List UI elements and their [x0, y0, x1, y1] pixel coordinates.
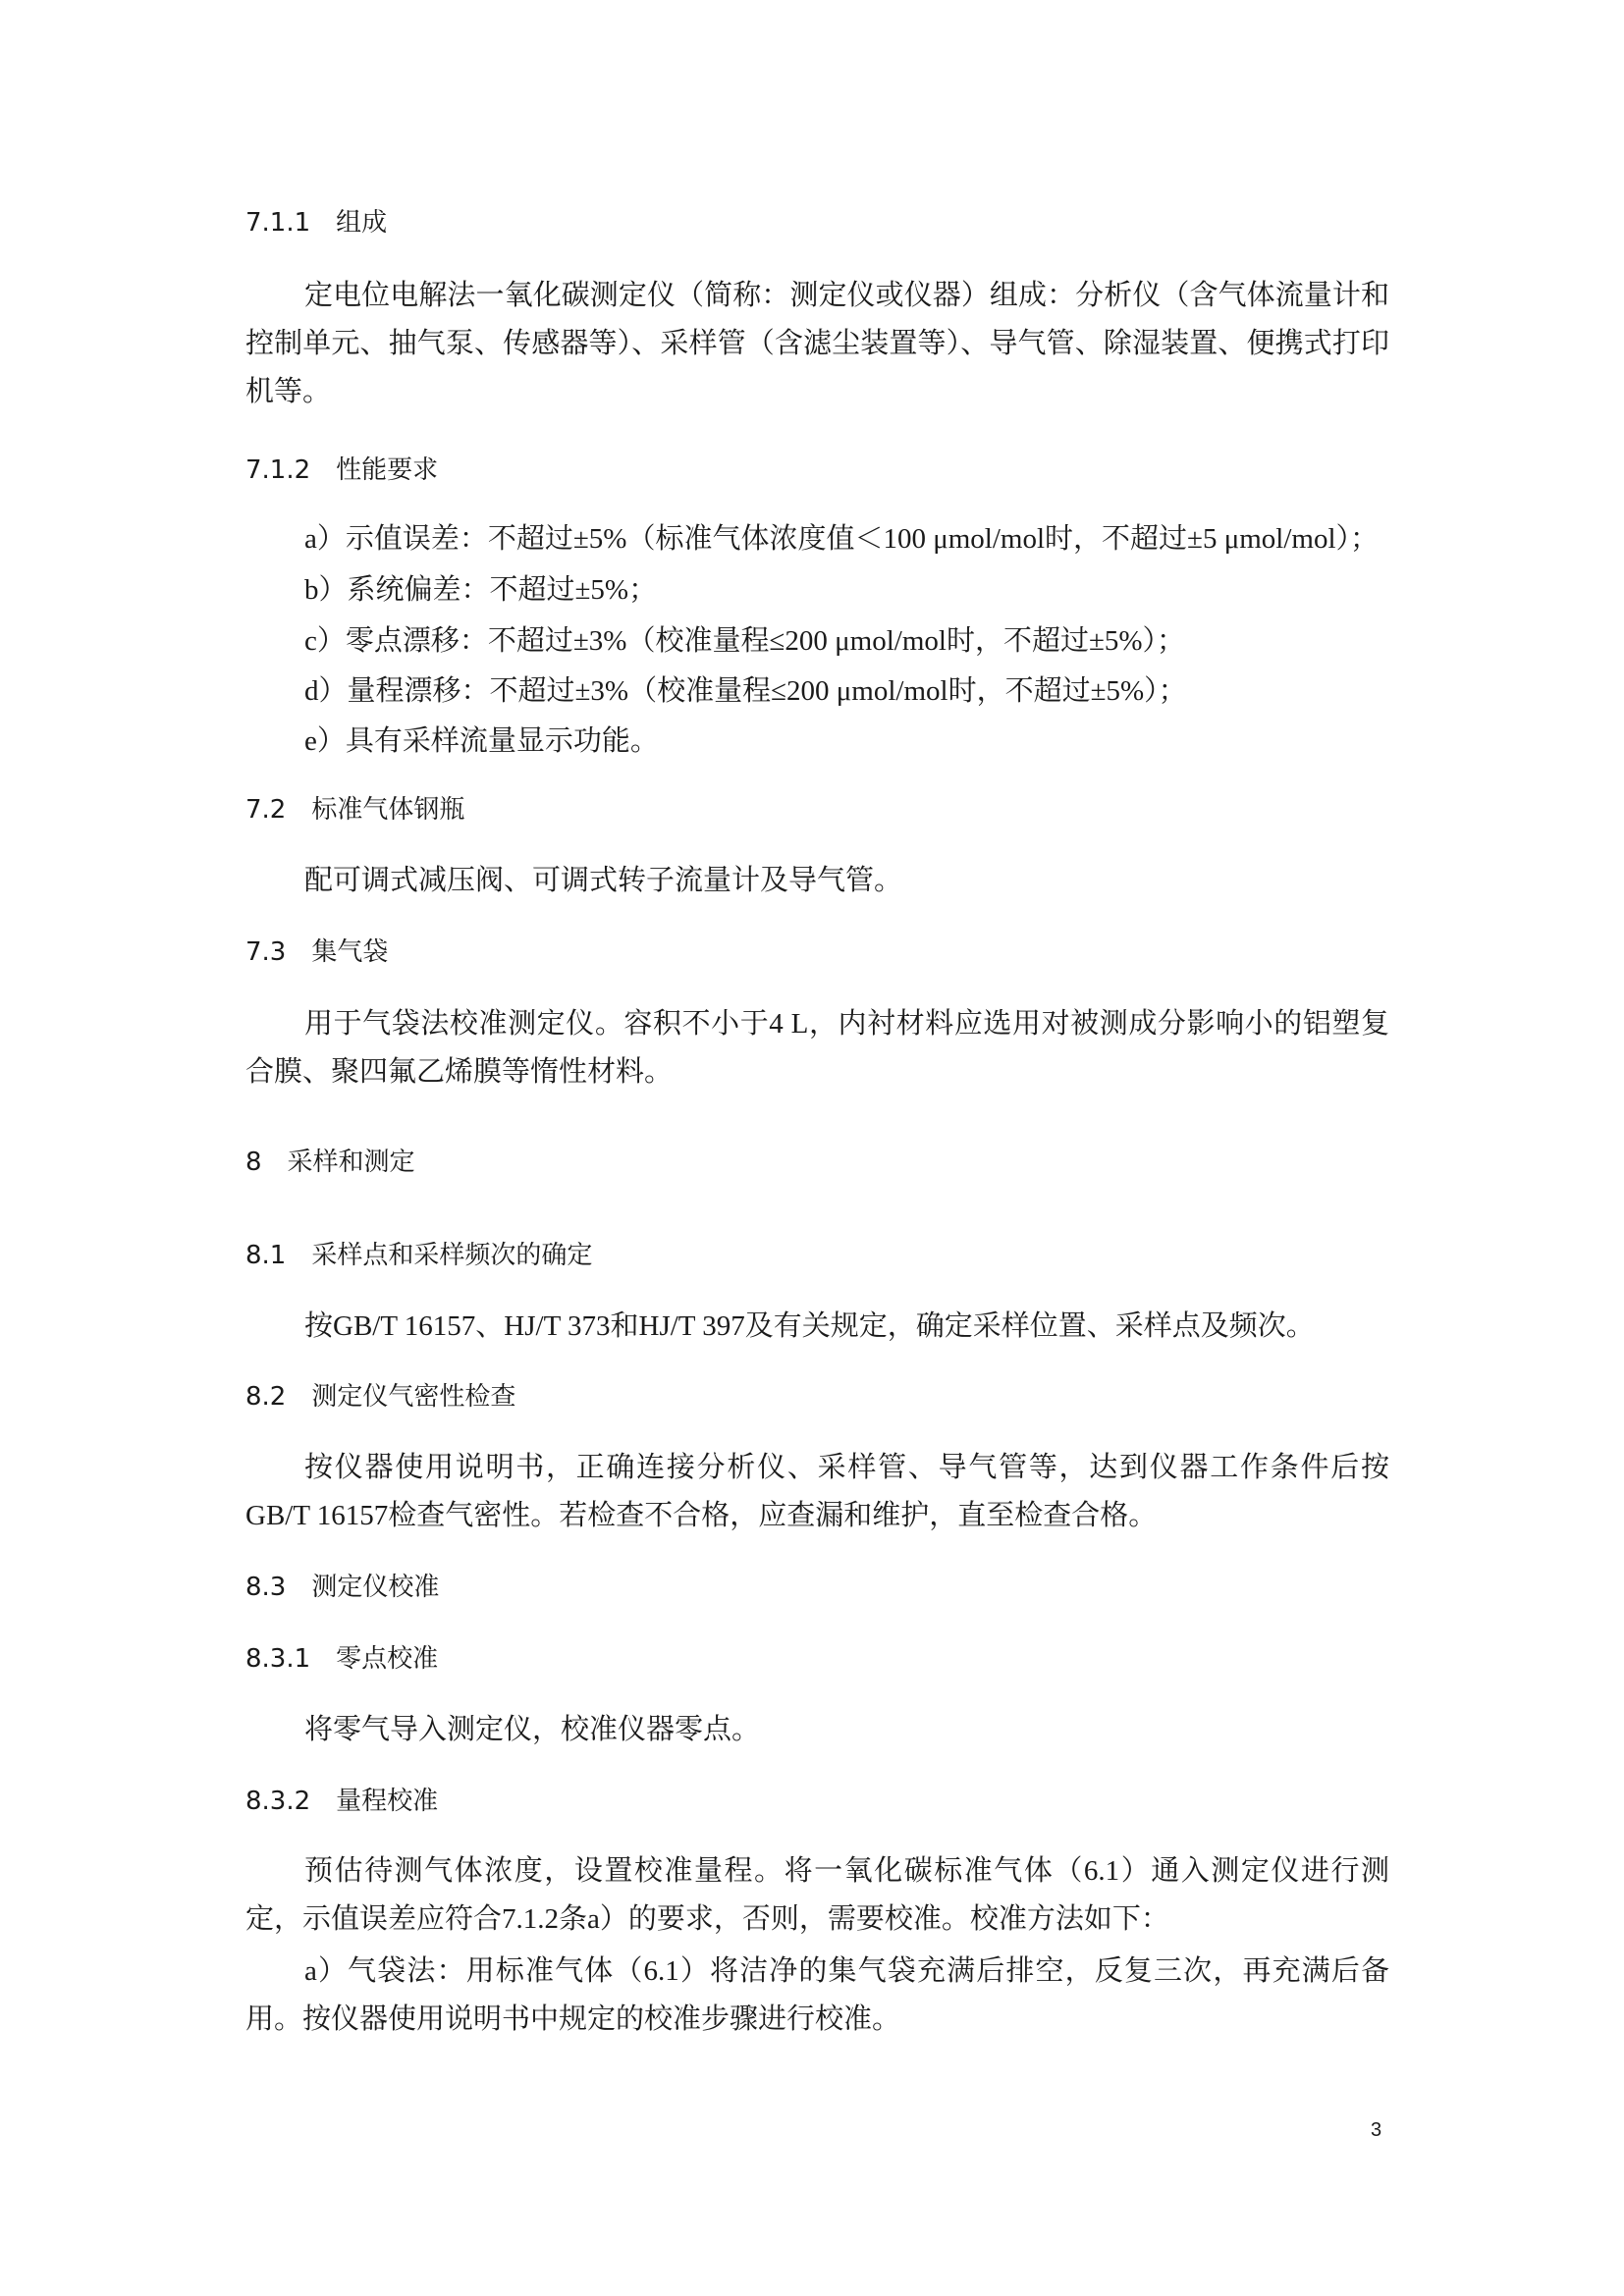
- paragraph-gas-bag-method: a）气袋法：用标准气体（6.1）将洁净的集气袋充满后排空，反复三次，再充满后备用。按仪器使用说明书中规定的校准步骤进行校准。: [245, 1955, 1389, 2035]
- section-title: 测定仪气密性检查: [311, 1382, 516, 1412]
- list-item-e: e）具有采样流量显示功能。: [304, 725, 659, 757]
- section-number: 7.1.1: [245, 208, 311, 238]
- paragraph-gas-cylinder: 配可调式减压阀、可调式转子流量计及导气管。: [304, 865, 903, 896]
- section-title: 测定仪校准: [311, 1573, 440, 1602]
- section-title: 标准气体钢瓶: [311, 795, 465, 825]
- section-number: 8.3.2: [245, 1787, 311, 1816]
- paragraph-zero-calibration: 将零气导入测定仪，校准仪器零点。: [304, 1714, 761, 1745]
- section-heading-8-3-2: [245, 1785, 438, 1818]
- section-title: 性能要求: [336, 455, 439, 485]
- section-number: 8.3: [245, 1573, 287, 1602]
- section-number: 7.1.2: [245, 455, 311, 485]
- section-heading-8: [245, 1146, 415, 1179]
- list-item-a: a）示值误差：不超过±5%（标准气体浓度值＜100 μmol/mol时，不超过±5 μmol/mol）；: [304, 523, 1380, 555]
- section-heading-7-1-2: [245, 454, 438, 487]
- paragraph-gas-bag: 用于气袋法校准测定仪。容积不小于4 L，内衬材料应选用对被测成分影响小的铝塑复合膜、聚四氟乙烯膜等惰性材料。: [245, 1008, 1389, 1088]
- section-heading-8-3: [245, 1571, 439, 1604]
- section-heading-7-1-1: [245, 206, 387, 240]
- section-number: 8.1: [245, 1241, 287, 1270]
- section-title: 采样和测定: [287, 1148, 415, 1177]
- paragraph-airtightness: 按仪器使用说明书，正确连接分析仪、采样管、导气管等，达到仪器工作条件后按GB/T 16157检查气密性。若检查不合格，应查漏和维护，直至检查合格。: [245, 1452, 1389, 1531]
- list-item-b: b）系统偏差：不超过±5%；: [304, 574, 658, 606]
- section-number: 8: [245, 1148, 262, 1177]
- section-title: 组成: [336, 208, 388, 238]
- section-number: 8.2: [245, 1382, 287, 1412]
- section-title: 量程校准: [336, 1787, 439, 1816]
- section-number: 7.2: [245, 795, 287, 825]
- section-number: 7.3: [245, 937, 287, 967]
- section-heading-7-2: [245, 793, 464, 827]
- section-heading-7-3: [245, 935, 388, 969]
- section-heading-8-3-1: [245, 1642, 438, 1676]
- page-number: 3: [1371, 2119, 1382, 2141]
- list-item-c: c）零点漂移：不超过±3%（校准量程≤200 μmol/mol时，不超过±5%）；: [304, 625, 1186, 657]
- section-title: 零点校准: [336, 1644, 439, 1674]
- section-heading-8-1: [245, 1239, 592, 1272]
- section-heading-8-2: [245, 1380, 515, 1414]
- section-number: 8.3.1: [245, 1644, 311, 1674]
- paragraph-span-calibration: 预估待测气体浓度，设置校准量程。将一氧化碳标准气体（6.1）通入测定仪进行测定，示值误差应符合7.1.2条a）的要求，否则，需要校准。校准方法如下：: [245, 1855, 1389, 1935]
- section-title: 集气袋: [311, 937, 389, 967]
- paragraph-composition: 定电位电解法一氧化碳测定仪（简称：测定仪或仪器）组成：分析仪（含气体流量计和控制单元、抽气泵、传感器等）、采样管（含滤尘装置等）、导气管、除湿装置、便携式打印机等。: [245, 280, 1389, 407]
- paragraph-sampling-points: 按GB/T 16157、HJ/T 373和HJ/T 397及有关规定，确定采样位置、采样点及频次。: [304, 1310, 1315, 1342]
- section-title: 采样点和采样频次的确定: [311, 1241, 593, 1270]
- list-item-d: d）量程漂移：不超过±3%（校准量程≤200 μmol/mol时，不超过±5%）；: [304, 675, 1187, 707]
